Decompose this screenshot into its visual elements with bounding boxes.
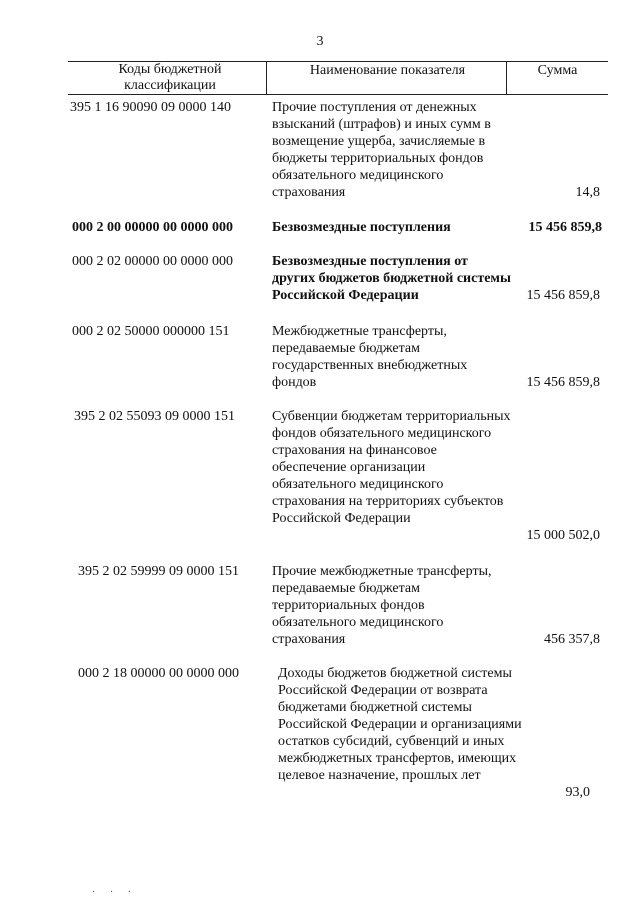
row-code: 000 2 02 50000 000000 151	[72, 324, 230, 339]
row-code: 395 2 02 55093 09 0000 151	[74, 409, 235, 424]
row-sum: 456 357,8	[544, 632, 600, 647]
row-name: Прочие межбюджетные трансферты, передаваемые бюджетам территориальных фондов обязательного медицинского страхования	[272, 564, 492, 647]
row-sum: 15 456 859,8	[528, 220, 602, 235]
row-name: Межбюджетные трансферты, передаваемые бюджетам государственных внебюджетных фондов	[272, 324, 468, 390]
table-col-divider-2	[506, 61, 507, 94]
header-code: Коды бюджетной классификации	[118, 62, 222, 93]
row-code: 395 2 02 59999 09 0000 151	[78, 564, 239, 579]
row-code: 000 2 18 00000 00 0000 000	[78, 666, 239, 681]
table-header-border	[68, 94, 608, 95]
row-name: Прочие поступления от денежных взысканий (штрафов) и иных сумм в возмещение ущерба, зачисляемые в бюджеты территориальных фондов обязательного медицинского страхования	[272, 100, 491, 200]
row-sum: 15 456 859,8	[526, 288, 600, 303]
row-name: Доходы бюджетов бюджетной системы Российской Федерации от возврата бюджетами бюджетной системы Российской Федерации и организациями остатков субсидий, субвенций и иных межбюджетных трансфертов, имеющих целевое назначение, прошлых лет	[278, 666, 522, 783]
row-name: Субвенции бюджетам территориальных фондов обязательного медицинского страхования на финансовое обеспечение организации обязательного медицинского страхования на территориях субъектов Российской Федерации	[272, 409, 511, 526]
row-code: 000 2 00 00000 00 0000 000	[72, 220, 233, 235]
table-col-divider-1	[266, 61, 267, 94]
header-name: Наименование показателя	[309, 63, 466, 78]
row-sum: 15 456 859,8	[526, 375, 600, 390]
scan-artifact-dots: · · ·	[92, 887, 137, 898]
row-code: 395 1 16 90090 09 0000 140	[70, 100, 231, 115]
row-code: 000 2 02 00000 00 0000 000	[72, 254, 233, 269]
row-sum: 14,8	[575, 185, 600, 200]
row-name: Безвозмездные поступления	[272, 220, 451, 235]
row-sum: 93,0	[565, 785, 590, 800]
page-number: 3	[316, 34, 324, 49]
row-sum: 15 000 502,0	[526, 528, 600, 543]
row-name: Безвозмездные поступления от других бюджетов бюджетной системы Российской Федерации	[272, 254, 511, 303]
header-sum: Сумма	[537, 63, 578, 78]
